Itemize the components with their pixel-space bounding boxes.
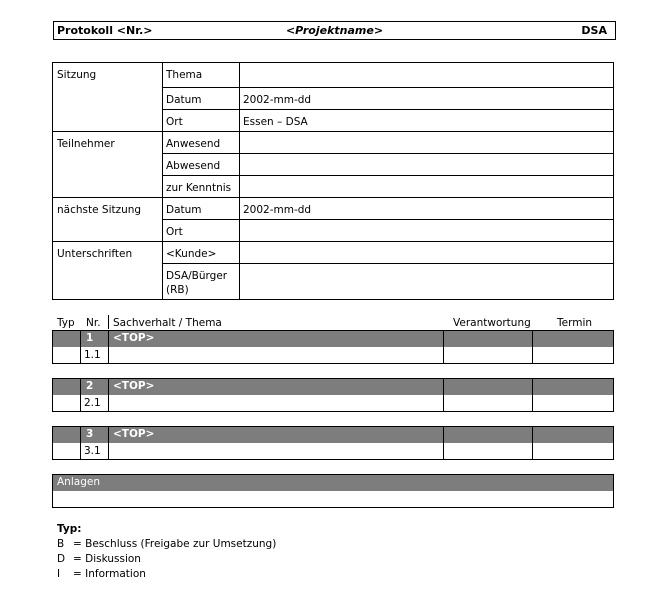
unterschriften-label: Unterschriften — [57, 248, 133, 260]
naechste-sitzung-label: nächste Sitzung — [57, 204, 142, 216]
legend-text: = Beschluss (Freigabe zur Umsetzung) — [73, 538, 277, 550]
ort-label: Ort — [166, 116, 183, 128]
document-header — [53, 21, 616, 40]
legend-key: D — [57, 553, 66, 565]
agenda-item-bar — [52, 330, 614, 348]
ort-value: Essen – DSA — [243, 116, 308, 128]
legend-key: I — [57, 568, 61, 580]
agenda-item-number: 2 — [86, 380, 94, 392]
agenda-item-bar — [52, 426, 614, 444]
agenda-item-top: <TOP> — [113, 428, 155, 440]
agenda-item-number: 1 — [86, 332, 94, 344]
col-termin-header: Termin — [557, 317, 593, 329]
kunde-label: <Kunde> — [166, 248, 217, 260]
datum-value: 2002-mm-dd — [243, 94, 312, 106]
agenda-sub-row — [52, 395, 614, 412]
col-verantwortung-header: Verantwortung — [453, 317, 531, 329]
anlagen-row — [52, 491, 614, 508]
type-legend — [57, 522, 276, 582]
agenda-item-number: 3 — [86, 428, 94, 440]
next-ort-label: Ort — [166, 226, 183, 238]
teilnehmer-label: Teilnehmer — [57, 138, 115, 150]
legend-key: B — [57, 538, 65, 550]
agenda-sub-number: 2.1 — [84, 397, 101, 409]
agenda-sub-number: 3.1 — [84, 445, 101, 457]
col-nr-header: Nr. — [86, 317, 101, 329]
agenda-item-bar — [52, 378, 614, 396]
meeting-info-table — [52, 62, 614, 300]
legend-row — [57, 537, 276, 552]
agenda-sub-row — [52, 443, 614, 460]
next-datum-label: Datum — [166, 204, 202, 216]
legend-text: = Information — [73, 568, 146, 580]
legend-row — [57, 552, 276, 567]
col-sachverhalt-header: Sachverhalt / Thema — [113, 317, 222, 329]
zur-kenntnis-label: zur Kenntnis — [166, 182, 232, 194]
agenda-item-top: <TOP> — [113, 332, 155, 344]
legend-row — [57, 567, 276, 582]
project-name: <Projektname> — [285, 24, 384, 37]
agenda-item-top: <TOP> — [113, 380, 155, 392]
datum-label: Datum — [166, 94, 202, 106]
rb-label: (RB) — [166, 284, 189, 296]
legend-title: Typ: — [57, 523, 82, 535]
organization-label: DSA — [581, 24, 607, 37]
agenda-sub-number: 1.1 — [84, 349, 101, 361]
abwesend-label: Abwesend — [166, 160, 221, 172]
col-typ-header: Typ — [57, 317, 75, 329]
anlagen-bar — [52, 474, 614, 492]
sitzung-label: Sitzung — [57, 69, 97, 81]
thema-label: Thema — [166, 69, 203, 81]
protocol-number: Protokoll <Nr.> — [57, 24, 153, 37]
next-datum-value: 2002-mm-dd — [243, 204, 312, 216]
dsa-buerger-label: DSA/Bürger — [166, 270, 228, 282]
agenda-sub-row — [52, 347, 614, 364]
legend-text: = Diskussion — [73, 553, 141, 565]
anwesend-label: Anwesend — [166, 138, 221, 150]
anlagen-label: Anlagen — [57, 476, 100, 488]
